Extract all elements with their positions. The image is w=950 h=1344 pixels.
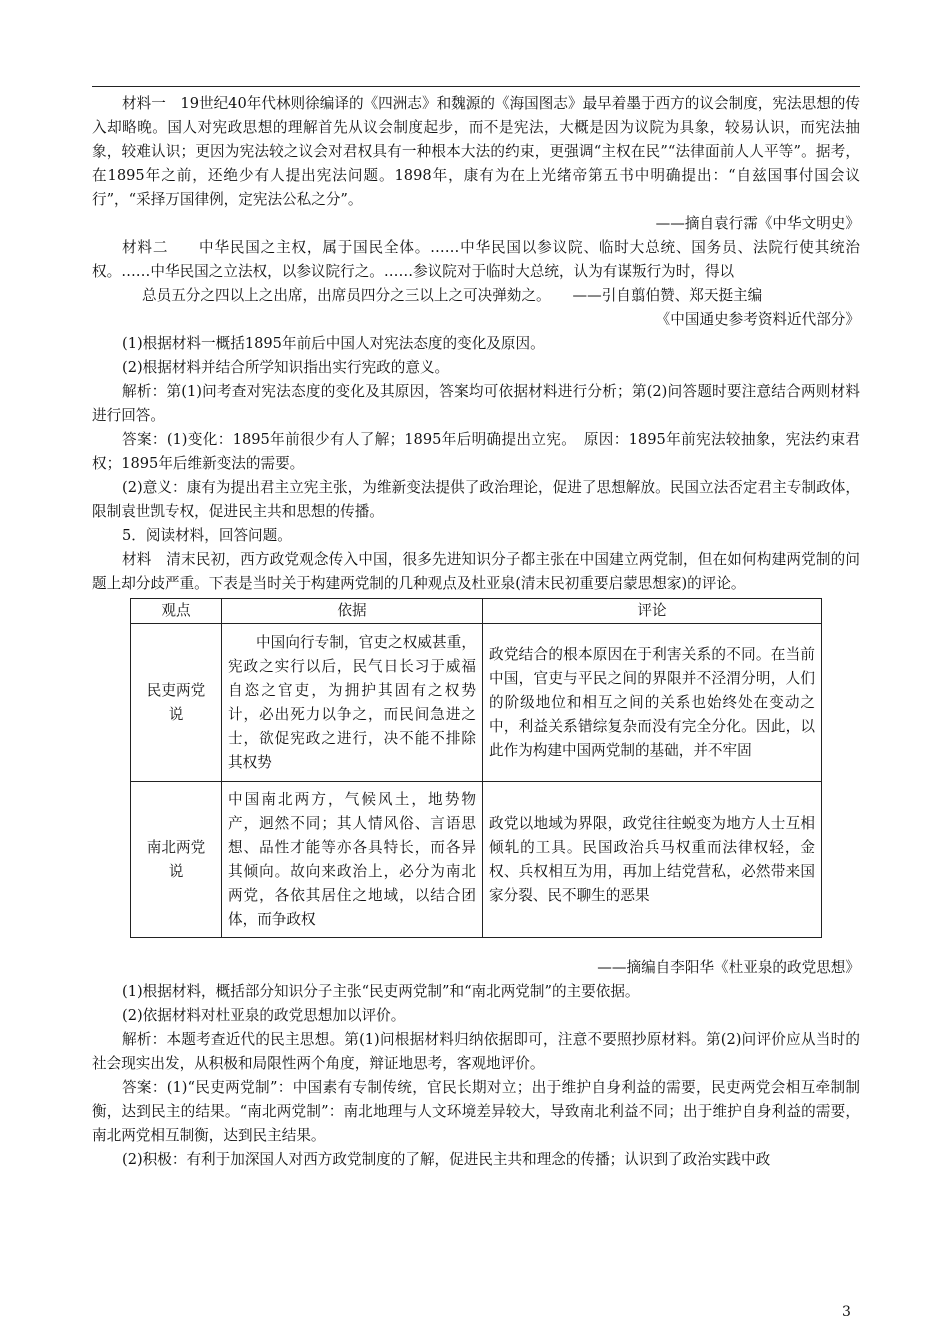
table-header-row xyxy=(131,599,822,624)
q5-answer-2: (2)积极：有利于加深国人对西方政党制度的了解，促进民主共和理念的传播；认识到了政治实践中政 xyxy=(122,1151,771,1168)
view-cell: 南北两党说 xyxy=(131,782,222,938)
header-comment: 评论 xyxy=(483,599,822,624)
q5-answer-1: 答案：(1)“民吏两党制”：中国素有专制传统，官民长期对立；出于维护自身利益的需要，民吏两党会相互牵制制衡，达到民主的结果。“南北两党制”：南北地理与人文环境差异较大，导致南北利益不同；出于维护自身利益的需要，南北两党相互制衡，达到民主结果。 xyxy=(92,1079,860,1144)
basis-text: 中国向行专制，官吏之权威甚重，宪政之实行以后，民气日长习于威福自恣之官吏，为拥护其固有之权势计，必出死力以争之，而民间急进之士，欲促宪政之进行，决不能不排除其权势 xyxy=(228,633,476,771)
basis-cell: 中国南北两方，气候风土，地势物产，迥然不同；其人情风俗、言语思想、品性才能等亦各具特长，而各异其倾向。故向来政治上，必分为南北两党，各依其居住之地域，以结合团体，而争政权 xyxy=(222,782,483,938)
view-cell: 民吏两党说 xyxy=(131,624,222,782)
q4-analysis: 解析：第(1)问考查对宪法态度的变化及其原因，答案均可依据材料进行分析；第(2)问答题时要注意结合两则材料进行回答。 xyxy=(92,383,860,424)
page-number: 3 xyxy=(842,1304,851,1320)
header-rule xyxy=(92,86,860,87)
viewpoints-table xyxy=(130,598,822,938)
q5-analysis: 解析：本题考查近代的民主思想。第(1)问根据材料归纳依据即可，注意不要照抄原材料。第(2)问评价应从当时的社会现实出发，从积极和局限性两个角度，辩证地思考，客观地评价。 xyxy=(92,1031,860,1072)
material-1: 材料一 19世纪40年代林则徐编译的《四洲志》和魏源的《海国图志》最早着墨于西方的议会制度，宪法思想的传入却略晚。国人对宪政思想的理解首先从议会制度起步，而不是宪法，大概是因为议院为具象，较易认识，而宪法抽象，较难认识；更因为宪法较之议会对君权具有一种根本大法的约束，更强调“主权在民”“法律面前人人平等”。据考，在1895年之前，还绝少有人提出宪法问题。1898年，康有为在上光绪帝第五书中明确提出：“自兹国事付国会议行”，“采择万国律例，定宪法公私之分”。 xyxy=(92,95,860,208)
material-2: 材料二 中华民国之主权，属于国民全体。……中华民国以参议院、临时大总统、国务员、法院行使其统治权。……中华民国之立法权，以参议院行之。……参议院对于临时大总统，认为有谋叛行为时，得以 xyxy=(92,239,860,280)
page-content xyxy=(92,92,860,1172)
q5-question-2: (2)依据材料对杜亚泉的政党思想加以评价。 xyxy=(122,1007,406,1024)
q5-question-1: (1)根据材料，概括部分知识分子主张“民吏两党制”和“南北两党制”的主要依据。 xyxy=(122,983,640,1000)
comment-cell: 政党以地域为界限，政党往往蜕变为地方人士互相倾轧的工具。民国政治兵马权重而法律权轻，金权、兵权相互为用，再加上结党营私，必然带来国家分裂、民不聊生的恶果 xyxy=(483,782,822,938)
material-2-last-line: 总员五分之四以上之出席，出席员四分之三以上之可决弹劾之。 ——引自翦伯赞、郑天挺主编 xyxy=(142,287,763,304)
material-1-source: ——摘自袁行霈《中华文明史》 xyxy=(655,215,860,232)
material-2-source: 《中国通史参考资料近代部分》 xyxy=(655,311,860,328)
header-basis: 依据 xyxy=(222,599,483,624)
q4-question-1: (1)根据材料一概括1895年前后中国人对宪法态度的变化及原因。 xyxy=(122,335,545,352)
q4-answer-2: (2)意义：康有为提出君主立宪主张，为维新变法提供了政治理论，促进了思想解放。民国立法否定君主专制政体，限制袁世凯专权，促进民主共和思想的传播。 xyxy=(92,479,860,520)
comment-cell: 政党结合的根本原因在于利害关系的不同。在当前中国，官吏与平民之间的界限并不泾渭分明，人们的阶级地位和相互之间的关系也始终处在变动之中，利益关系错综复杂而没有完全分化。因此，以此作为构建中国两党制的基础，并不牢固 xyxy=(483,624,822,782)
basis-cell xyxy=(222,624,483,782)
q5-source: ——摘编自李阳华《杜亚泉的政党思想》 xyxy=(597,959,860,976)
header-view: 观点 xyxy=(131,599,222,624)
q5-heading: 5．阅读材料，回答问题。 xyxy=(122,527,292,544)
q5-material: 材料 清末民初，西方政党观念传入中国，很多先进知识分子都主张在中国建立两党制，但在如何构建两党制的问题上却分歧严重。下表是当时关于构建两党制的几种观点及杜亚泉(清末民初重要启蒙思想家)的评论。 xyxy=(92,551,860,592)
table-row xyxy=(131,624,822,782)
q4-question-2: (2)根据材料并结合所学知识指出实行宪政的意义。 xyxy=(122,359,450,376)
table-row xyxy=(131,782,822,938)
q4-answer-1: 答案：(1)变化：1895年前很少有人了解；1895年后明确提出立宪。 原因：1895年前宪法较抽象，宪法约束君权；1895年后维新变法的需要。 xyxy=(92,431,860,472)
